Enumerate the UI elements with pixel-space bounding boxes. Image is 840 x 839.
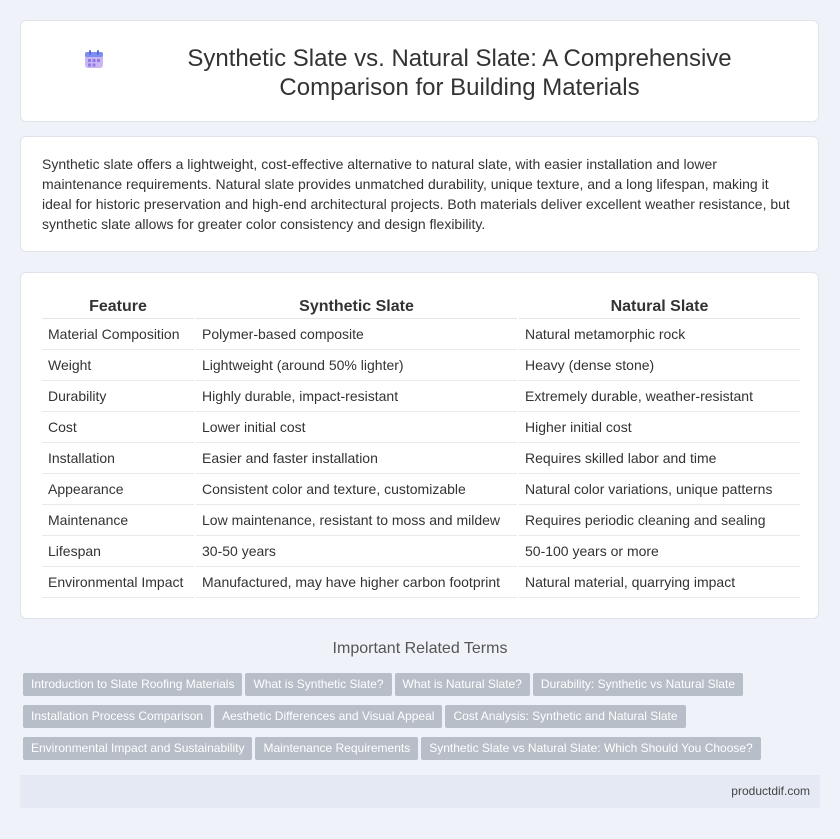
table-cell: Heavy (dense stone) (518, 350, 801, 381)
table-cell: Manufactured, may have higher carbon footprint (195, 567, 518, 598)
table-row (42, 319, 801, 350)
related-term-tag[interactable]: What is Natural Slate? (395, 673, 530, 696)
table-row (42, 350, 801, 381)
table-row (42, 567, 801, 598)
table-row (42, 474, 801, 505)
related-term-tag[interactable]: Aesthetic Differences and Visual Appeal (214, 705, 442, 728)
related-term-tag[interactable]: Cost Analysis: Synthetic and Natural Slate (445, 705, 685, 728)
table-cell: Durability (42, 381, 195, 412)
related-terms-list (23, 673, 793, 769)
related-term-tag[interactable]: Synthetic Slate vs Natural Slate: Which Should You Choose? (421, 737, 761, 760)
related-term-tag[interactable]: Introduction to Slate Roofing Materials (23, 673, 242, 696)
table-row (42, 443, 801, 474)
related-term-tag[interactable]: Installation Process Comparison (23, 705, 211, 728)
table-cell: Material Composition (42, 319, 195, 350)
table-row (42, 381, 801, 412)
table-cell: Installation (42, 443, 195, 474)
table-cell: Extremely durable, weather-resistant (518, 381, 801, 412)
table-row (42, 505, 801, 536)
table-cell: Requires skilled labor and time (518, 443, 801, 474)
page-title: Synthetic Slate vs. Natural Slate: A Comprehensive Comparison for Building Materials (187, 45, 732, 101)
table-cell: Maintenance (42, 505, 195, 536)
table-cell: Natural material, quarrying impact (518, 567, 801, 598)
related-term-tag[interactable]: Durability: Synthetic vs Natural Slate (533, 673, 743, 696)
table-cell: Low maintenance, resistant to moss and mildew (195, 505, 518, 536)
related-terms-title: Important Related Terms (332, 640, 508, 657)
related-term-tag[interactable]: Maintenance Requirements (255, 737, 418, 760)
column-header-feature: Feature (42, 295, 195, 319)
table-header-row (42, 295, 801, 319)
table-cell: Requires periodic cleaning and sealing (518, 505, 801, 536)
column-header-synthetic: Synthetic Slate (195, 295, 518, 319)
table-cell: Cost (42, 412, 195, 443)
table-cell: 50-100 years or more (518, 536, 801, 567)
table-cell: Natural color variations, unique patterns (518, 474, 801, 505)
calendar-icon (83, 48, 105, 70)
table-cell: Appearance (42, 474, 195, 505)
header-card (20, 20, 819, 122)
summary-text: Synthetic slate offers a lightweight, cost-effective alternative to natural slate, with easier installation and lower maintenance requirements. Natural slate provides unmatched durability, unique texture, and a long lifespan, making it ideal for historic preservation and high-end architectural projects. Both materials deliver excellent weather resistance, but synthetic slate allows for greater color consistency and design flexibility. (42, 156, 790, 232)
table-cell: Highly durable, impact-resistant (195, 381, 518, 412)
column-header-natural: Natural Slate (518, 295, 801, 319)
table-cell: Lower initial cost (195, 412, 518, 443)
comparison-card (20, 272, 819, 619)
related-term-tag[interactable]: What is Synthetic Slate? (245, 673, 391, 696)
table-cell: Lifespan (42, 536, 195, 567)
table-cell: Environmental Impact (42, 567, 195, 598)
related-term-tag[interactable]: Environmental Impact and Sustainability (23, 737, 252, 760)
table-row (42, 536, 801, 567)
table-cell: 30-50 years (195, 536, 518, 567)
comparison-table (42, 295, 802, 598)
footer (20, 775, 820, 808)
summary-card (20, 136, 819, 252)
table-cell: Consistent color and texture, customizable (195, 474, 518, 505)
table-row (42, 412, 801, 443)
table-cell: Weight (42, 350, 195, 381)
table-cell: Natural metamorphic rock (518, 319, 801, 350)
table-cell: Lightweight (around 50% lighter) (195, 350, 518, 381)
table-cell: Higher initial cost (518, 412, 801, 443)
table-cell: Easier and faster installation (195, 443, 518, 474)
footer-site-link[interactable]: productdif.com (731, 784, 810, 798)
table-cell: Polymer-based composite (195, 319, 518, 350)
